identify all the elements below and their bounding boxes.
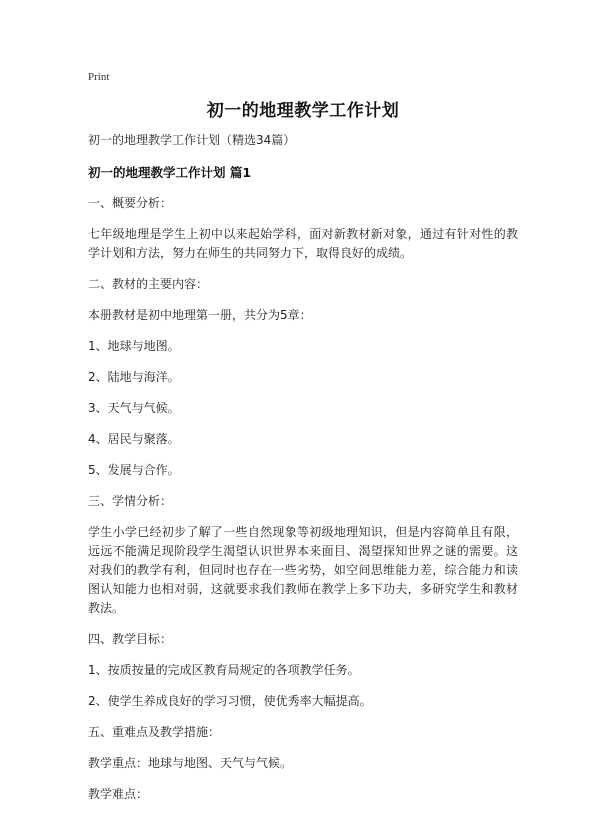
list-item-goal-2: 2、使学生养成良好的学习习惯，使优秀率大幅提高。 xyxy=(88,694,372,708)
heading-key-points: 五、重难点及教学措施： xyxy=(88,725,221,739)
paragraph-key-points: 教学重点：地球与地图、天气与气候。 xyxy=(88,756,293,770)
list-item-chapter-5: 5、发展与合作。 xyxy=(88,463,180,477)
list-item-chapter-2: 2、陆地与海洋。 xyxy=(88,370,180,384)
document-content xyxy=(88,131,518,816)
document-title: 初一的地理教学工作计划 xyxy=(206,101,400,121)
list-item-chapter-4: 4、居民与聚落。 xyxy=(88,432,180,446)
heading-textbook-content: 二、教材的主要内容： xyxy=(88,277,209,291)
paragraph-difficult-points: 教学难点： xyxy=(88,787,149,801)
paragraph-textbook-intro: 本册教材是初中地理第一册，共分为5章： xyxy=(88,308,312,322)
document-subtitle: 初一的地理教学工作计划（精选34篇） xyxy=(88,133,296,147)
list-item-goal-1: 1、按质按量的完成区教育局规定的各项教学任务。 xyxy=(88,663,360,677)
print-label[interactable]: Print xyxy=(88,71,110,83)
paragraph-overview: 七年级地理是学生上初中以来起始学科，面对新教材新对象，通过有针对性的教学计划和方法，努力在师生的共同努力下，取得良好的成绩。 xyxy=(88,227,518,260)
heading-student-analysis: 三、学情分析： xyxy=(88,494,173,508)
heading-overview: 一、概要分析： xyxy=(88,196,173,210)
section-title: 初一的地理教学工作计划 篇1 xyxy=(88,165,252,180)
list-item-chapter-3: 3、天气与气候。 xyxy=(88,401,180,415)
list-item-chapter-1: 1、地球与地图。 xyxy=(88,339,180,353)
heading-teaching-goals: 四、教学目标： xyxy=(88,632,173,646)
paragraph-student-analysis: 学生小学已经初步了解了一些自然现象等初级地理知识，但是内容简单且有限，远远不能满足现阶段学生渴望认识世界本来面目、渴望探知世界之谜的需要。这对我们的教学有利，但同时也存在一些劣势，如空间思维能力差，综合能力和读图认知能力也相对弱，这就要求我们教师在教学上多下功夫，多研究学生和教材教法。 xyxy=(88,525,518,615)
